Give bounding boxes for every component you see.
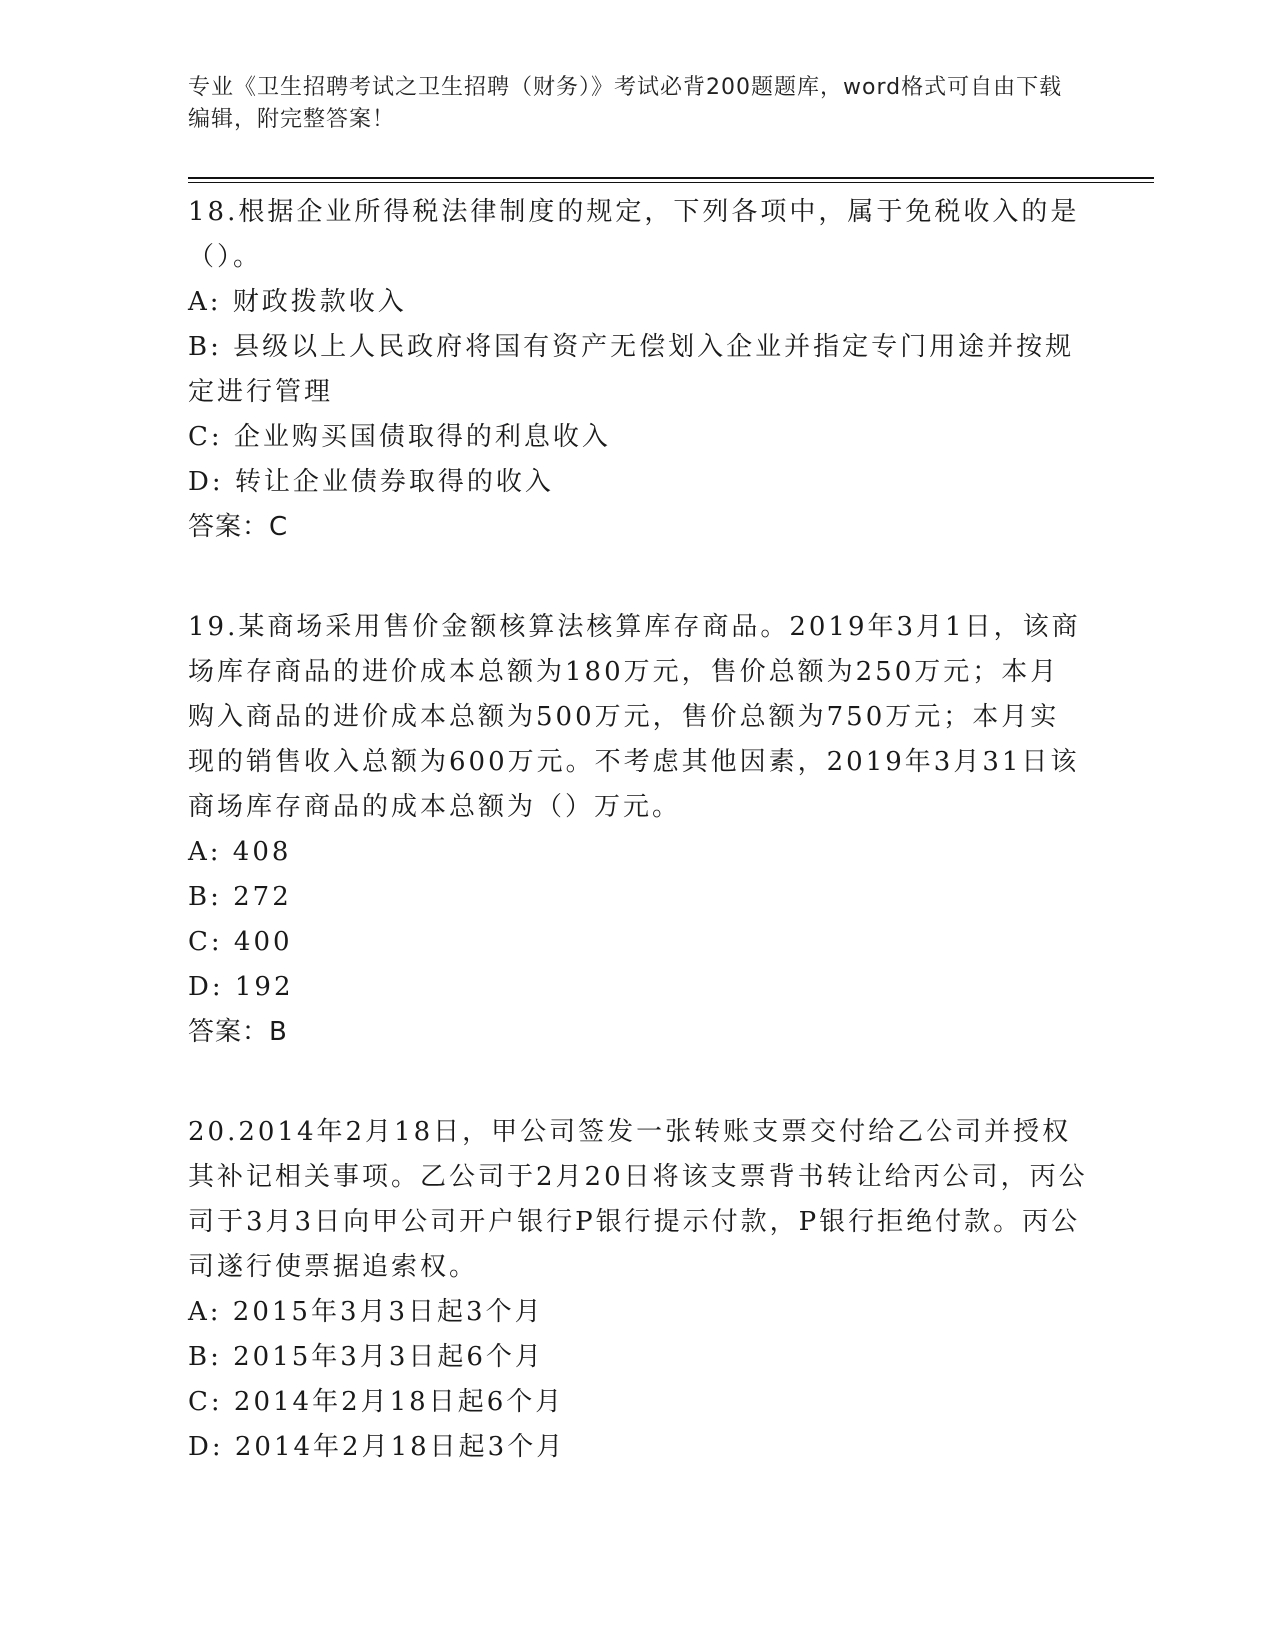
option-c: C: 2014年2月18日起6个月 xyxy=(188,1387,565,1417)
question-stem: 18.根据企业所得税法律制度的规定，下列各项中，属于免税收入的是（）。 xyxy=(188,197,1080,272)
question-18 xyxy=(188,190,1088,550)
answer-label: 答案：C xyxy=(188,512,289,542)
option-a: A: 408 xyxy=(188,837,292,867)
question-19 xyxy=(188,605,1088,1055)
question-stem: 19.某商场采用售价金额核算法核算库存商品。2019年3月1日，该商场库存商品的进价成本总额为180万元，售价总额为250万元；本月购入商品的进价成本总额为500万元，售价总额为750万元；本月实现的销售收入总额为600万元。不考虑其他因素，2019年3月31日该商场库存商品的成本总额为（）万元。 xyxy=(188,612,1081,822)
option-b: B: 2015年3月3日起6个月 xyxy=(188,1342,544,1372)
question-list xyxy=(188,190,1088,1470)
document-header: 专业《卫生招聘考试之卫生招聘（财务）》考试必背200题题库，word格式可自由下载编辑，附完整答案！ xyxy=(188,75,1063,132)
option-c: C: 企业购买国债取得的利息收入 xyxy=(188,422,611,452)
option-d: D: 192 xyxy=(188,972,294,1002)
question-stem: 20.2014年2月18日，甲公司签发一张转账支票交付给乙公司并授权其补记相关事项。乙公司于2月20日将该支票背书转让给丙公司，丙公司于3月3日向甲公司开户银行P银行提示付款，P银行拒绝付款。丙公司遂行使票据追索权。 xyxy=(188,1117,1088,1282)
option-a: A: 财政拨款收入 xyxy=(188,287,407,317)
option-c: C: 400 xyxy=(188,927,293,957)
option-a: A: 2015年3月3日起3个月 xyxy=(188,1297,544,1327)
option-d: D: 2014年2月18日起3个月 xyxy=(188,1432,566,1462)
option-b: B: 县级以上人民政府将国有资产无偿划入企业并指定专门用途并按规定进行管理 xyxy=(188,332,1075,407)
option-d: D: 转让企业债券取得的收入 xyxy=(188,467,554,497)
answer-label: 答案：B xyxy=(188,1017,288,1047)
header-divider-thin xyxy=(188,182,1154,183)
option-b: B: 272 xyxy=(188,882,292,912)
question-20 xyxy=(188,1110,1088,1470)
header-divider-thick xyxy=(188,177,1154,179)
